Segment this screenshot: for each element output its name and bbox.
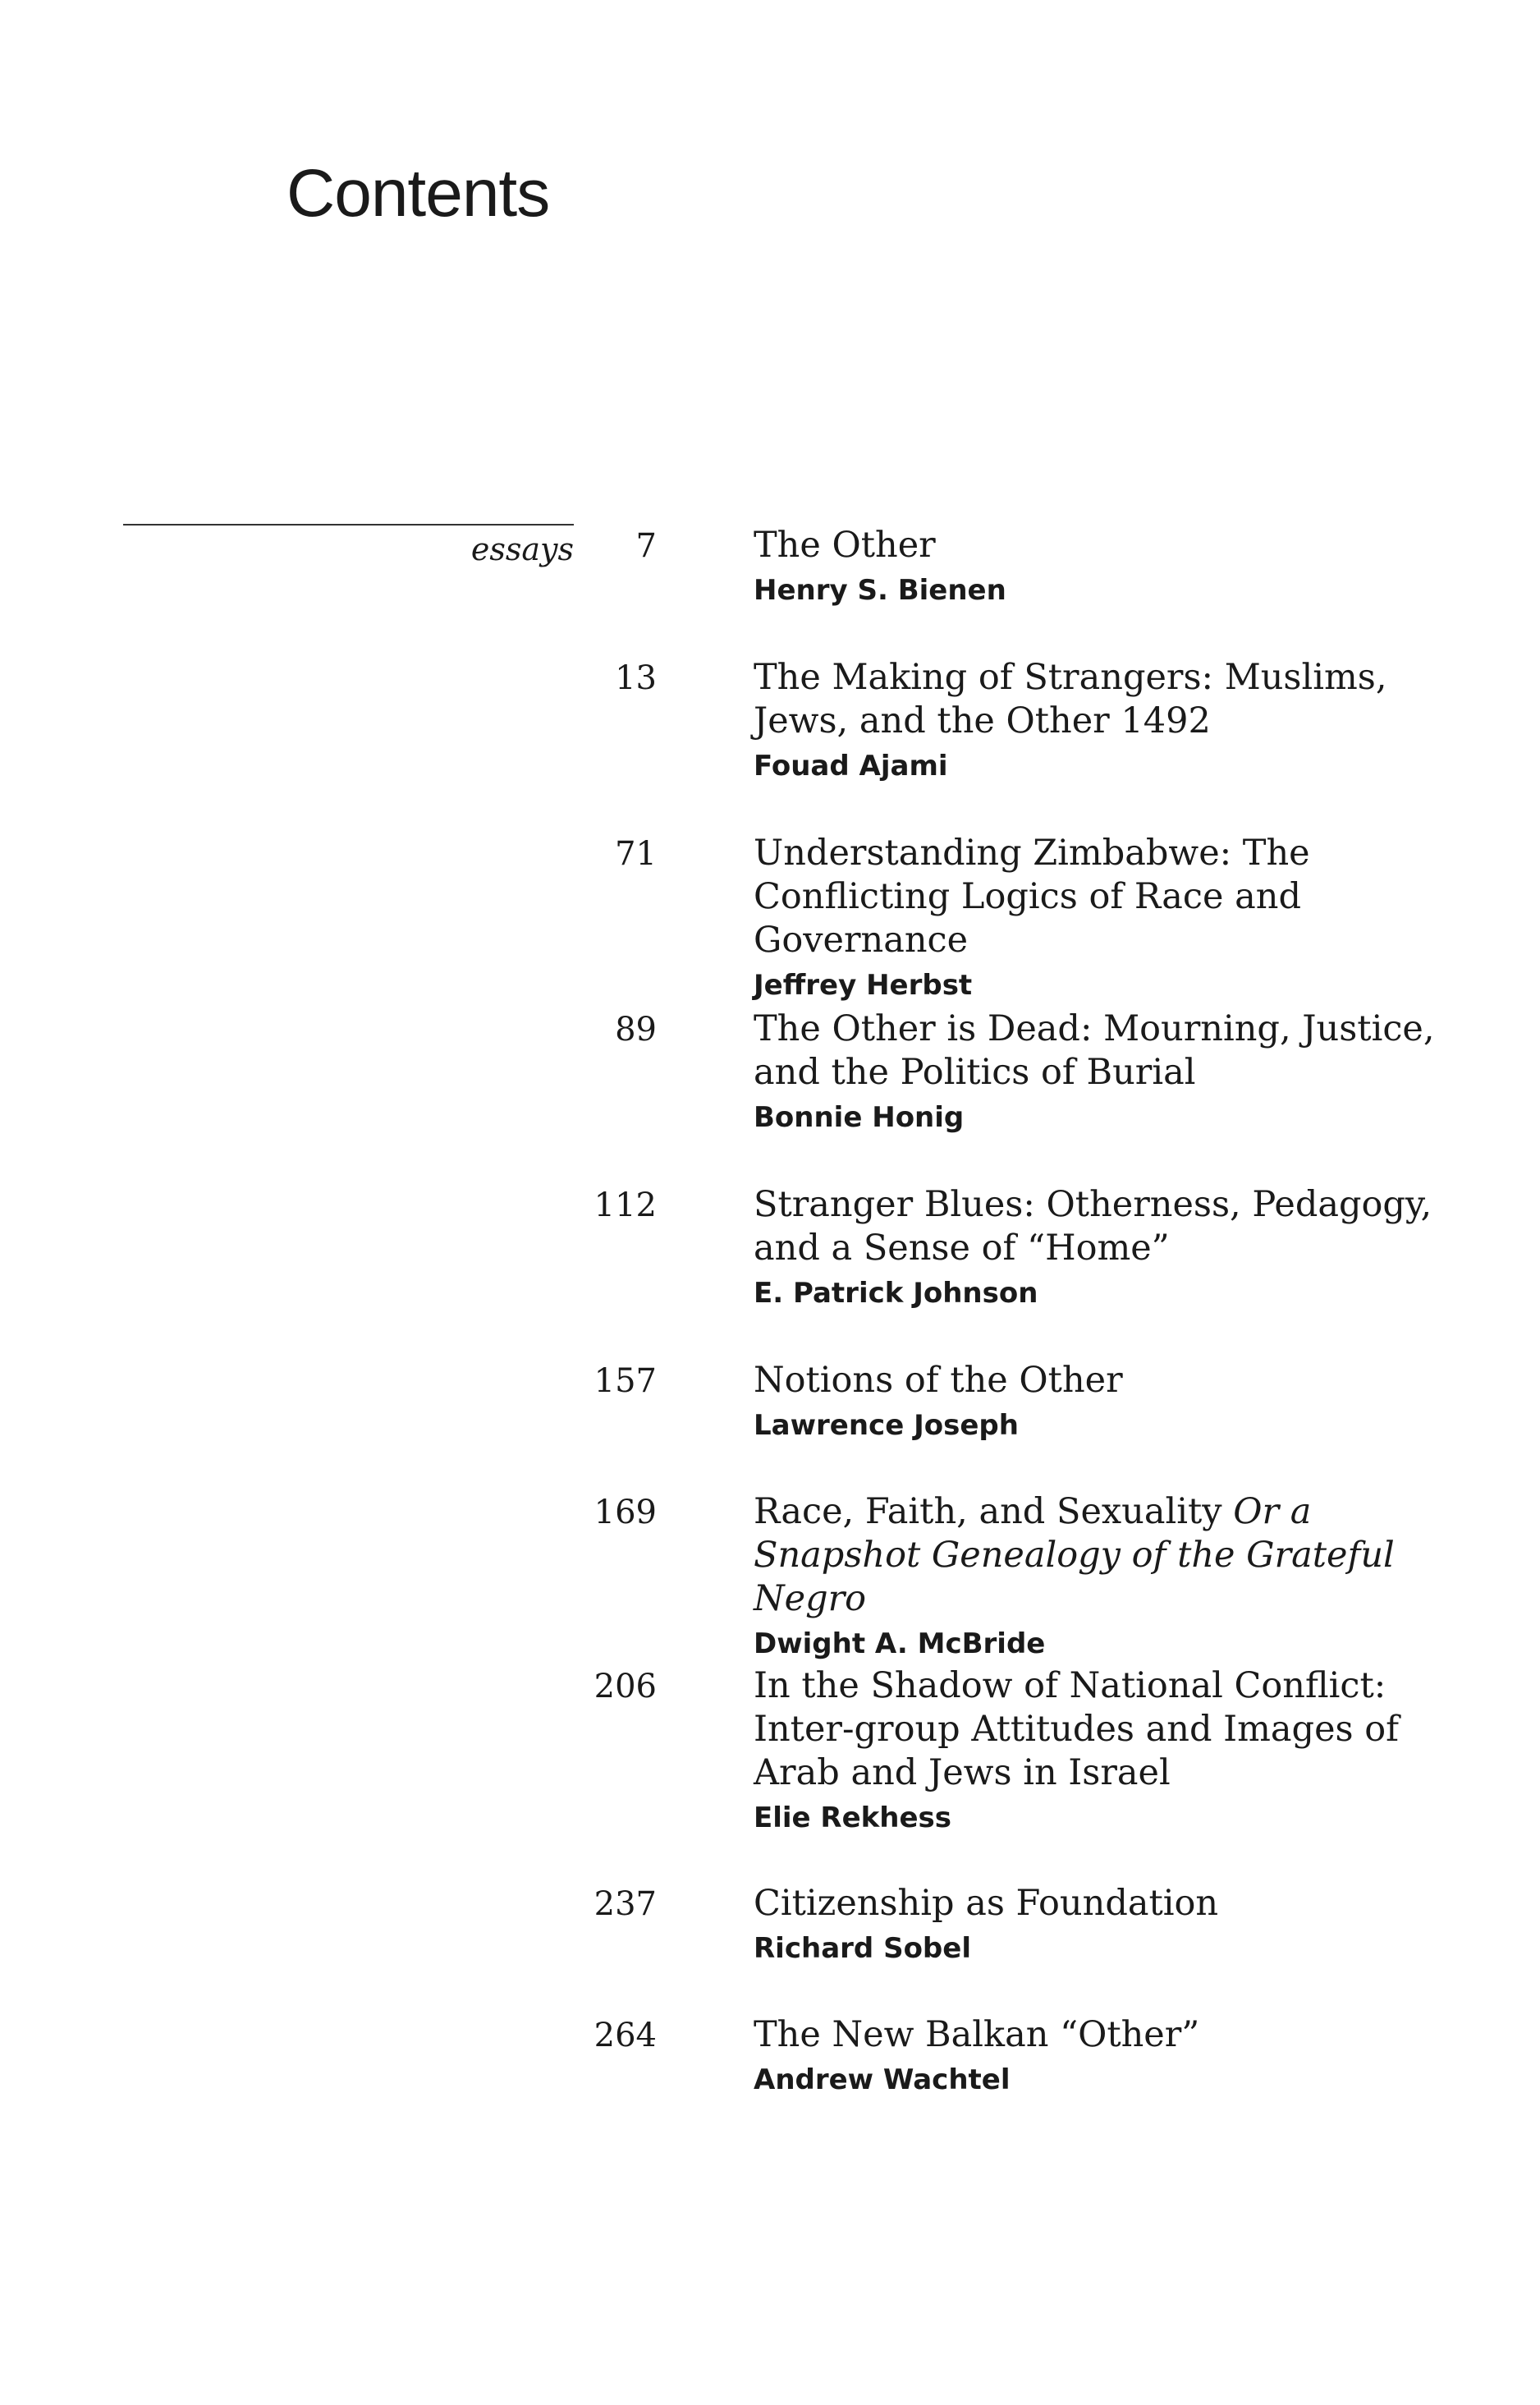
entry-author: Jeffrey Herbst [754,969,973,1002]
section-label: essays [470,531,574,567]
entry-title: Race, Faith, and Sexuality [754,1491,1234,1532]
entry-author: Henry S. Bienen [754,574,1006,607]
entry-author: Lawrence Joseph [754,1409,1019,1442]
page-number: 13 [615,659,657,697]
page-number: 237 [594,1885,657,1923]
entry-title-block [754,656,1460,789]
entry-author: E. Patrick Johnson [754,1277,1038,1310]
entry-title: The Making of Strangers: Muslims, Jews, and the Other 1492 [754,657,1387,741]
page-number: 169 [594,1494,657,1531]
page-number: 264 [594,2017,657,2054]
entry-title-block [754,1490,1460,1667]
entry-author: Fouad Ajami [754,750,948,783]
entry-title-block [754,1664,1460,1841]
entry-title-block [754,1183,1460,1316]
entry-title-block [754,832,1460,1008]
entry-subtitle: Or a Snapshot Genealogy of the Grateful Negro [754,1491,1395,1619]
page-number: 157 [594,1362,657,1400]
page-number: 112 [594,1186,657,1224]
page-title: Contents [286,156,550,231]
entry-title: Understanding Zimbabwe: The Conflicting Logics of Race and Governance [754,833,1310,961]
entry-title: The Other [754,525,936,566]
entry-author: Andrew Wachtel [754,2063,1011,2096]
entry-author: Elie Rekhess [754,1801,952,1834]
page-number: 206 [594,1668,657,1705]
entry-author: Richard Sobel [754,1932,971,1965]
entry-title: The New Balkan “Other” [754,2014,1200,2055]
entry-title-block [754,524,1460,613]
entry-title: Citizenship as Foundation [754,1883,1219,1924]
entry-title: The Other is Dead: Mourning, Justice, and the Politics of Burial [754,1008,1435,1093]
entry-title-block [754,1882,1460,1971]
entry-title-block [754,2013,1460,2103]
entry-title-block [754,1359,1460,1448]
page-number: 89 [615,1011,657,1049]
entry-author: Dwight A. McBride [754,1627,1046,1660]
entry-title: In the Shadow of National Conflict: Inter-group Attitudes and Images of Arab and Jews in Israel [754,1665,1400,1793]
entry-author: Bonnie Honig [754,1101,965,1134]
entry-title: Notions of the Other [754,1360,1123,1401]
page-number: 7 [635,527,657,565]
entry-title: Stranger Blues: Otherness, Pedagogy, and a Sense of “Home” [754,1184,1432,1269]
section-divider [123,524,574,526]
page-number: 71 [615,835,657,873]
entry-title-block [754,1007,1460,1141]
